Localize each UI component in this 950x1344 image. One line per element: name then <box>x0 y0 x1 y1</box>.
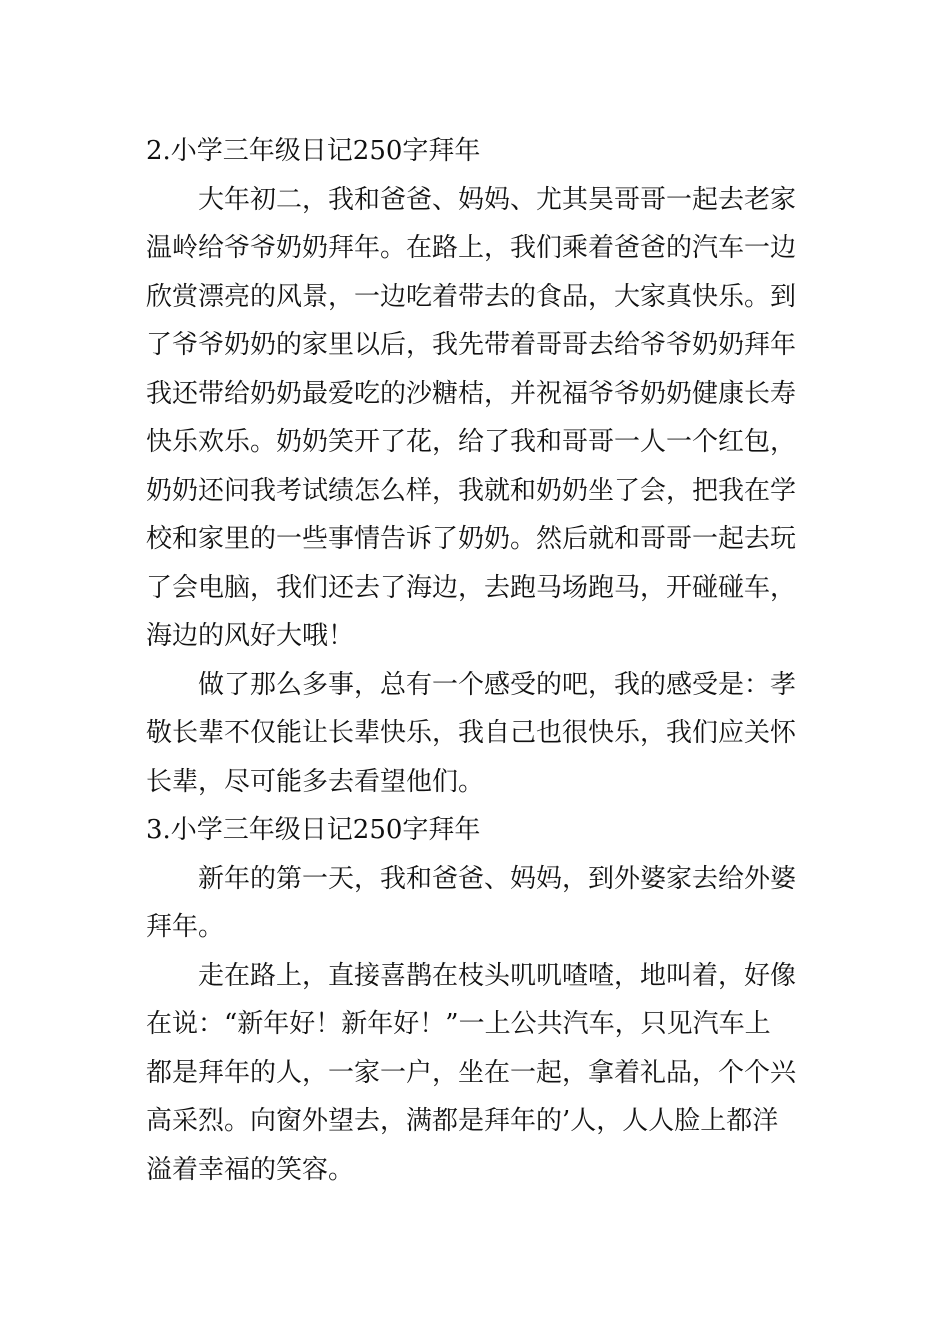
paragraph-line: 校和家里的一些事情告诉了奶奶。然后就和哥哥一起去玩 <box>146 524 797 554</box>
paragraph-line: 在说：“新年好！新年好！”一上公共汽车，只见汽车上 <box>146 1009 771 1039</box>
paragraph-line: 溢着幸福的笑容。 <box>146 1154 355 1185</box>
paragraph-line: 做了那么多事，总有一个感受的吧，我的感受是：孝 <box>198 669 797 700</box>
paragraph-line: 海边的风好大哦！ <box>146 621 355 651</box>
paragraph-line: 了爷爷奶奶的家里以后，我先带着哥哥去给爷爷奶奶拜年 <box>146 330 797 360</box>
paragraph-line: 长辈，尽可能多去看望他们。 <box>146 766 485 797</box>
section-heading-2: 2.小学三年级日记250字拜年 <box>146 136 481 166</box>
paragraph-line: 快乐欢乐。奶奶笑开了花，给了我和哥哥一人一个红包， <box>146 427 797 457</box>
paragraph-line: 大年初二，我和爸爸、妈妈、尤其昊哥哥一起去老家 <box>198 184 797 215</box>
paragraph-line: 温岭给爷爷奶奶拜年。在路上，我们乘着爸爸的汽车一边 <box>146 233 797 263</box>
paragraph-line: 了会电脑，我们还去了海边，去跑马场跑马，开碰碰车， <box>146 572 797 603</box>
paragraph-line: 我还带给奶奶最爱吃的沙糖桔，并祝福爷爷奶奶健康长寿 <box>146 378 797 409</box>
paragraph-line: 敬长辈不仅能让长辈快乐，我自己也很快乐，我们应关怀 <box>146 718 797 748</box>
paragraph-line: 欣赏漂亮的风景，一边吃着带去的食品，大家真快乐。到 <box>146 281 797 312</box>
section-heading-3: 3.小学三年级日记250字拜年 <box>146 815 481 845</box>
paragraph-line: 奶奶还问我考试绩怎么样，我就和奶奶坐了会，把我在学 <box>146 475 797 506</box>
document-body <box>146 127 808 1194</box>
paragraph-line: 拜年。 <box>146 912 225 942</box>
paragraph-line: 走在路上，直接喜鹊在枝头叽叽喳喳，地叫着，好像 <box>198 960 797 991</box>
paragraph-line: 都是拜年的人，一家一户，坐在一起，拿着礼品，个个兴 <box>146 1057 797 1088</box>
paragraph-line: 高采烈。向窗外望去，满都是拜年的’人，人人脸上都洋 <box>146 1106 779 1136</box>
paragraph-line: 新年的第一天，我和爸爸、妈妈，到外婆家去给外婆 <box>198 863 797 894</box>
